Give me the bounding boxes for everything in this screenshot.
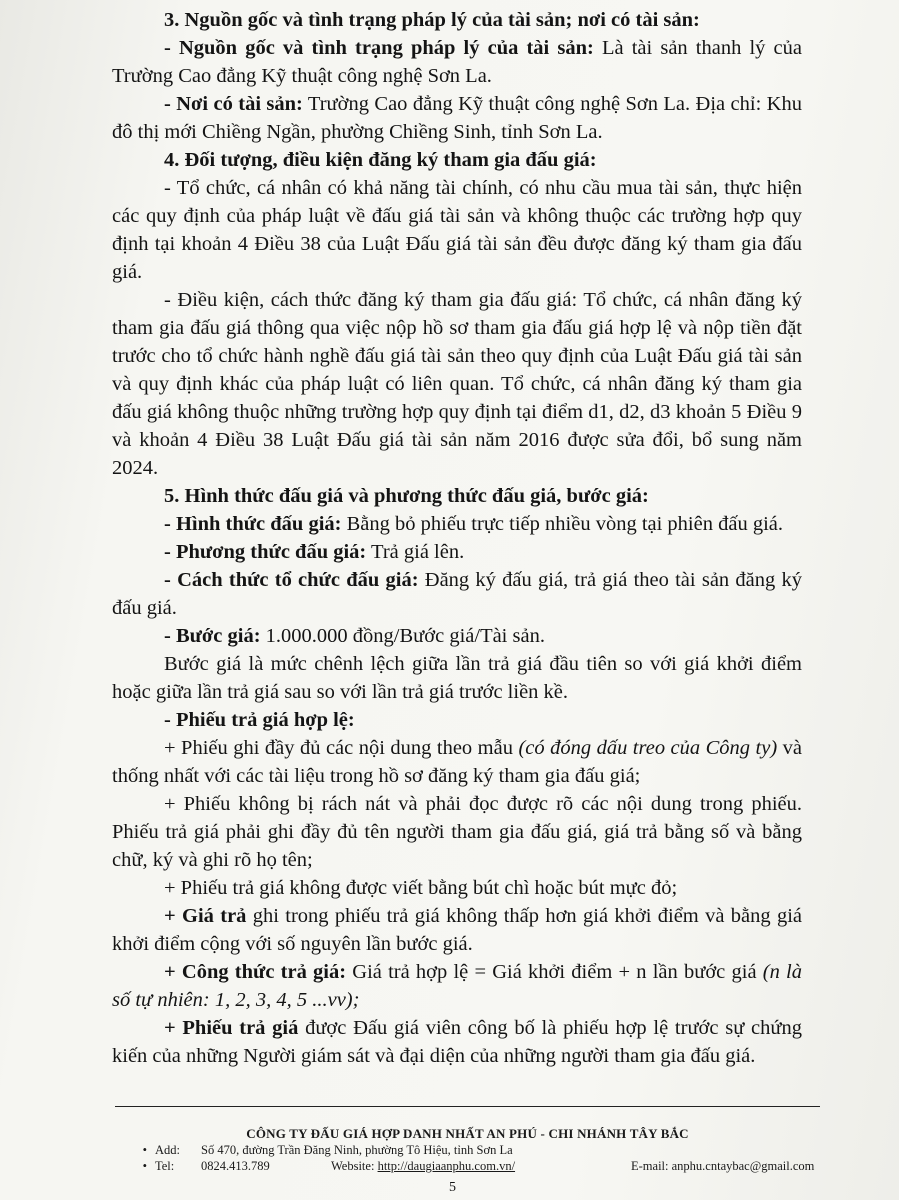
contact-row xyxy=(115,1158,820,1174)
body-text: - Điều kiện, cách thức đăng ký tham gia đấu giá: Tổ chức, cá nhân đăng ký tham gia đấu giá thông qua việc nộp hồ sơ tham gia đấu giá hợp lệ và nộp tiền đặt trước cho tổ chức hành nghề đấu giá tài sản theo quy định của Luật Đấu giá tài sản và quy định khác của pháp luật có liên quan. Tổ chức, cá nhân đăng ký tham gia đấu giá không thuộc những trường hợp quy định tại điểm d1, d2, d3 khoản 5 Điều 9 và khoản 4 Điều 38 Luật Đấu giá tài sản năm 2016 được sửa đổi, bổ sung năm 2024. xyxy=(112,289,802,479)
footer-divider xyxy=(115,1106,820,1107)
bold-label: - Nguồn gốc và tình trạng pháp lý của tài sản: xyxy=(164,37,594,59)
address-text: Số 470, đường Trần Đăng Ninh, phường Tô Hiệu, tỉnh Sơn La xyxy=(201,1143,513,1157)
paragraph xyxy=(112,538,802,566)
website-label: Website: xyxy=(331,1159,375,1173)
email xyxy=(631,1158,814,1174)
paragraph xyxy=(112,34,802,90)
body-text: Trả giá lên. xyxy=(366,541,465,563)
paragraph xyxy=(112,6,802,34)
bold-label: - Nơi có tài sản: xyxy=(164,93,303,115)
document-body xyxy=(112,6,802,1070)
website-link[interactable]: http://daugiaanphu.com.vn/ xyxy=(377,1159,516,1173)
company-name: CÔNG TY ĐẤU GIÁ HỢP DANH NHẤT AN PHÚ - CHI NHÁNH TÂY BẮC xyxy=(246,1126,689,1141)
page-number: 5 xyxy=(449,1180,456,1195)
email-label: E-mail: xyxy=(631,1159,669,1173)
body-text: 3. Nguồn gốc và tình trạng pháp lý của tài sản; nơi có tài sản: xyxy=(164,9,700,31)
bold-label: + Công thức trả giá: xyxy=(164,961,347,983)
paragraph xyxy=(112,146,802,174)
body-text: + Phiếu trả giá không được viết bằng bút chì hoặc bút mực đỏ; xyxy=(164,877,678,899)
email-address[interactable]: anphu.cntaybac@gmail.com xyxy=(671,1159,815,1173)
paragraph xyxy=(112,790,802,874)
body-text: được Đấu giá viên công bố là phiếu hợp lệ trước sự chứng kiến của những Người giám sát và đại diện của những người tham gia đấu giá. xyxy=(112,1017,802,1067)
paragraph xyxy=(112,958,802,1014)
bold-label: - Cách thức tổ chức đấu giá: xyxy=(164,569,419,591)
bold-label: - Bước giá: xyxy=(164,625,261,647)
body-text: Bằng bỏ phiếu trực tiếp nhiều vòng tại phiên đấu giá. xyxy=(341,513,783,535)
body-text: Bước giá là mức chênh lệch giữa lần trả giá đầu tiên so với giá khởi điểm hoặc giữa lần trả giá sau so với lần trả giá trước liền kề. xyxy=(112,653,802,703)
body-text: 4. Đối tượng, điều kiện đăng ký tham gia đấu giá: xyxy=(164,149,597,171)
bold-label: + Giá trả xyxy=(164,905,247,927)
paragraph xyxy=(112,734,802,790)
paragraph xyxy=(112,902,802,958)
body-text: Trường Cao đẳng Kỹ thuật công nghệ Sơn La. Địa chỉ: Khu đô thị mới Chiềng Ngần, phường Chiềng Sinh, tỉnh Sơn La. xyxy=(112,93,802,143)
body-text: Đăng ký đấu giá, trả giá theo tài sản đăng ký đấu giá. xyxy=(112,569,802,619)
body-text: ghi trong phiếu trả giá không thấp hơn giá khởi điểm và bằng giá khởi điểm cộng với số nguyên lần bước giá. xyxy=(112,905,802,955)
bold-label: + Phiếu trả giá xyxy=(164,1017,299,1039)
paragraph xyxy=(112,510,802,538)
paragraph xyxy=(112,874,802,902)
bold-label: - Phương thức đấu giá: xyxy=(164,541,367,563)
body-text: + Phiếu ghi đầy đủ các nội dung theo mẫu xyxy=(164,737,519,759)
bullet: • xyxy=(142,1143,147,1157)
bullet: • xyxy=(142,1159,147,1173)
paragraph xyxy=(112,482,802,510)
italic-text: (n là số tự nhiên: 1, 2, 3, 4, 5 ...vv); xyxy=(112,961,802,1011)
body-text: Giá trả hợp lệ = Giá khởi điểm + n lần bước giá xyxy=(346,961,763,983)
body-text: - Tổ chức, cá nhân có khả năng tài chính, có nhu cầu mua tài sản, thực hiện các quy định của pháp luật về đấu giá tài sản và không thuộc các trường hợp quy định tại khoản 4 Điều 38 của Luật Đấu giá tài sản đều được đăng ký tham gia đấu giá. xyxy=(112,177,802,283)
paragraph xyxy=(112,566,802,622)
website xyxy=(331,1158,631,1174)
paragraph xyxy=(112,650,802,706)
bold-label: - Hình thức đấu giá: xyxy=(164,513,342,535)
bold-label: - Phiếu trả giá hợp lệ: xyxy=(164,709,355,731)
body-text: Là tài sản thanh lý của Trường Cao đẳng Kỹ thuật công nghệ Sơn La. xyxy=(112,37,802,87)
address-row xyxy=(115,1142,820,1158)
paragraph xyxy=(112,1014,802,1070)
tel-label: Tel: xyxy=(155,1159,175,1173)
tel-number: 0824.413.789 xyxy=(201,1159,270,1173)
body-text: 1.000.000 đồng/Bước giá/Tài sản. xyxy=(260,625,545,647)
body-text: 5. Hình thức đấu giá và phương thức đấu giá, bước giá: xyxy=(164,485,649,507)
paragraph xyxy=(112,706,802,734)
body-text: và thống nhất với các tài liệu trong hồ sơ đăng ký tham gia đấu giá; xyxy=(112,737,802,787)
body-text: + Phiếu không bị rách nát và phải đọc được rõ các nội dung trong phiếu. Phiếu trả giá phải ghi đầy đủ tên người tham gia đấu giá, giá trả bằng số và bằng chữ, ký và ghi rõ họ tên; xyxy=(112,793,802,871)
paragraph xyxy=(112,622,802,650)
letterhead-footer xyxy=(115,1126,820,1174)
paragraph xyxy=(112,286,802,482)
paragraph xyxy=(112,174,802,286)
paragraph xyxy=(112,90,802,146)
italic-text: (có đóng dấu treo của Công ty) xyxy=(518,737,778,759)
address-label: Add: xyxy=(155,1143,180,1157)
